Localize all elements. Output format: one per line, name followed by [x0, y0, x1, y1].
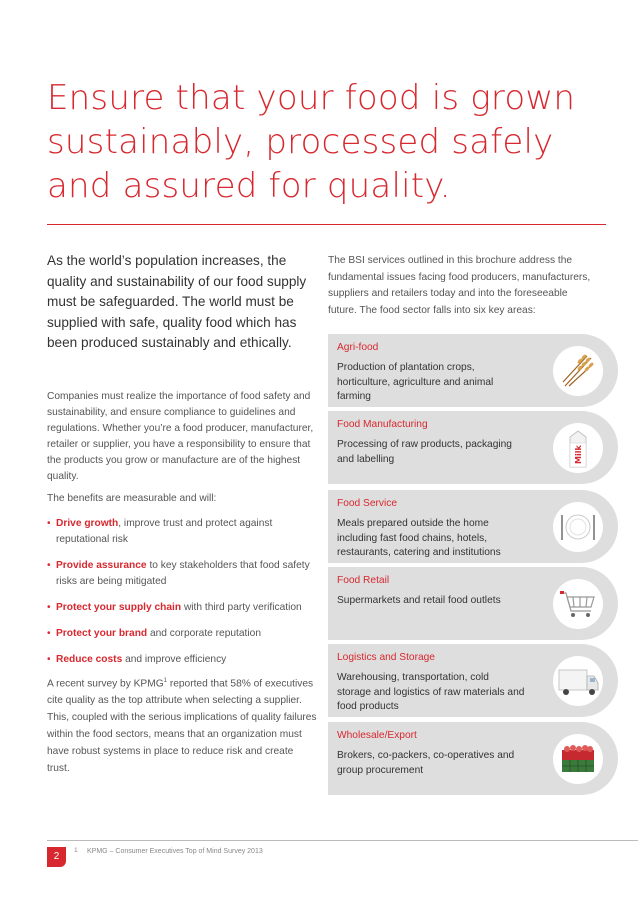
benefit-text: and improve efficiency — [122, 654, 227, 665]
benefit-text: , improve trust and protect against reputational risk — [56, 518, 273, 545]
benefit-text: to key stakeholders that food safety risks are being mitigated — [56, 560, 310, 587]
sector-wholesale-export — [328, 722, 618, 795]
sector-food-service — [328, 490, 618, 563]
milk-carton-label: Milk — [574, 444, 583, 464]
produce-crates-icon — [553, 734, 603, 784]
sector-agri-food — [328, 334, 618, 407]
title-line-3: and assured for quality. — [47, 166, 451, 206]
sector-label: Logistics and Storage — [337, 652, 435, 663]
sector-food-manufacturing — [328, 411, 618, 484]
wheat-icon — [553, 346, 603, 396]
benefit-bold: Reduce costs — [56, 654, 123, 665]
sector-description: Meals prepared outside the home including fast food chains, hotels, restaurants, catering and institutions — [337, 518, 501, 558]
footer-divider — [47, 840, 638, 841]
sector-label: Food Manufacturing — [337, 419, 428, 430]
footnote-marker: 1 — [74, 847, 78, 854]
footnote-reference[interactable]: 1 — [163, 678, 167, 684]
benefit-item — [47, 626, 317, 652]
benefit-bold: Protect your supply chain — [56, 602, 182, 613]
milk-carton-icon — [553, 423, 603, 473]
sector-description: Production of plantation crops, horticulture, agriculture and animal farming — [337, 362, 494, 402]
page-number: 2 — [47, 847, 66, 867]
benefit-bold: Protect your brand — [56, 628, 148, 639]
plate-cutlery-icon — [553, 502, 603, 552]
footnote: KPMG – Consumer Executives Top of Mind Survey 2013 — [87, 848, 263, 855]
sectors-intro: The BSI services outlined in this brochure address the fundamental issues facing food producers, manufacturers, suppliers and retailers today and into the foreseeable future. The food sector falls into six key areas: — [328, 255, 591, 316]
benefits-list — [47, 516, 317, 678]
title-line-1: Ensure that your food is grown — [47, 78, 576, 118]
sector-description: Brokers, co-packers, co-operatives and group procurement — [337, 750, 515, 776]
page-title — [47, 76, 607, 208]
truck-icon — [553, 656, 603, 706]
sector-description: Supermarkets and retail food outlets — [337, 595, 501, 606]
benefit-item — [47, 600, 317, 626]
sector-description: Warehousing, transportation, cold storage and logistics of raw materials and food products — [337, 672, 525, 712]
intro-paragraph: As the world’s population increases, the quality and sustainability of our food supply must be safeguarded. The world must be supplied with safe, quality food which has been produced sustainably and ethically. — [47, 253, 307, 350]
shopping-cart-icon — [553, 579, 603, 629]
sector-label: Wholesale/Export — [337, 730, 417, 741]
benefit-item — [47, 558, 317, 600]
sector-label: Food Retail — [337, 575, 390, 586]
lead-paragraph: Companies must realize the importance of food safety and sustainability, and ensure compliance to guidelines and regulations. Whether you’re a food producer, manufacturer, retailer or supplier, you have a responsibility to ensure that the products you grow or manufacture are of the highest quality. — [47, 391, 314, 482]
title-line-2: sustainably, processed safely — [47, 122, 554, 162]
survey-text: reported that 58% of executives cite quality as the top attribute when selecting a supplier. This, coupled with the serious implications of quality failures within the food sectors, means that an organization must have robust systems in place to reduce risk and create trust. — [47, 678, 317, 775]
sector-label: Food Service — [337, 498, 398, 509]
survey-paragraph — [47, 673, 317, 777]
benefit-bold: Drive growth — [56, 518, 119, 529]
benefit-item — [47, 516, 317, 558]
survey-text: A recent survey by KPMG — [47, 678, 164, 690]
title-divider — [47, 224, 606, 225]
benefits-intro: The benefits are measurable and will: — [47, 493, 217, 504]
benefit-text: with third party verification — [181, 602, 302, 613]
benefit-text: and corporate reputation — [147, 628, 261, 639]
sector-description: Processing of raw products, packaging and labelling — [337, 439, 512, 465]
benefit-bold: Provide assurance — [56, 560, 147, 571]
sector-logistics-storage — [328, 644, 618, 717]
sector-label: Agri-food — [337, 342, 379, 353]
sector-food-retail — [328, 567, 618, 640]
